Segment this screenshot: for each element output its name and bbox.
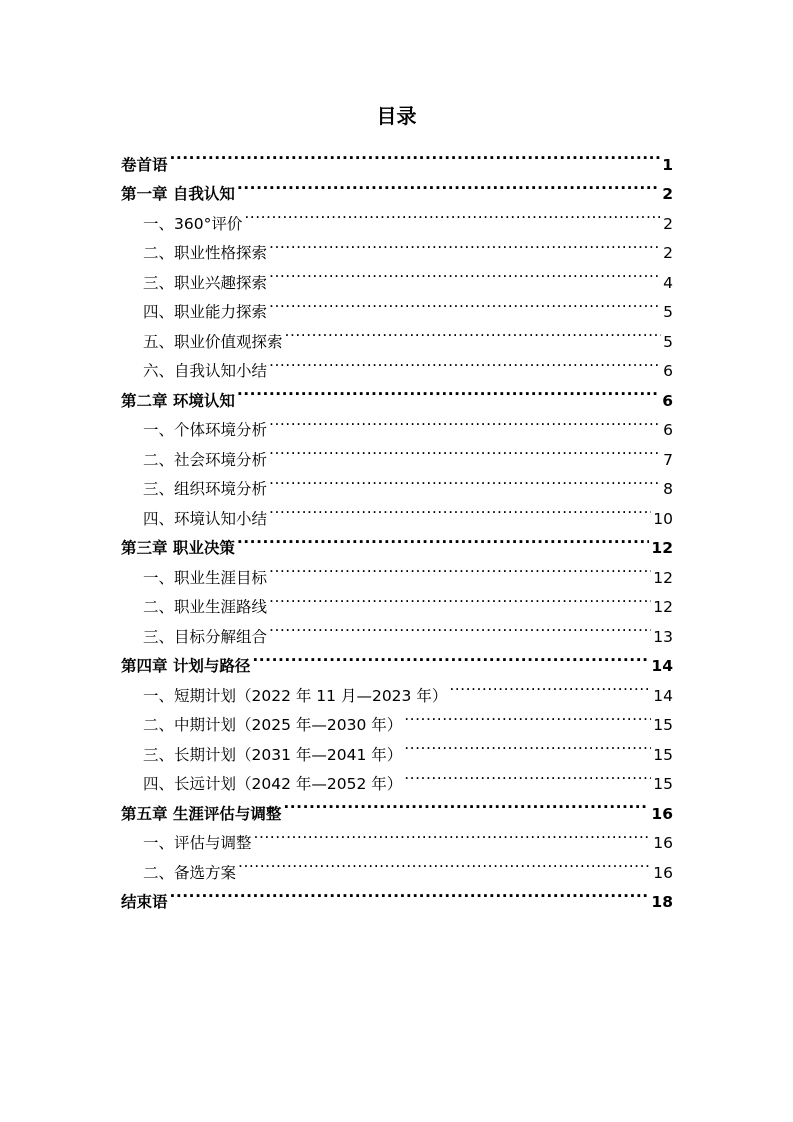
toc-entry-label: 第三章 职业决策: [121, 539, 235, 557]
toc-entry-label: 五、职业价值观探索: [143, 332, 283, 351]
dot-leader: [269, 229, 661, 259]
toc-page-number: 15: [653, 775, 673, 793]
toc-page-number: 6: [663, 362, 673, 380]
toc-entry-label: 四、长远计划（2042 年—2052 年）: [143, 775, 403, 793]
dot-leader: [269, 553, 651, 583]
dot-leader: [269, 435, 661, 465]
toc-page-number: 15: [653, 745, 673, 764]
toc-chapter-entry[interactable]: [121, 140, 673, 174]
dot-leader: [269, 583, 651, 613]
toc-entry-label: 二、职业性格探索: [143, 244, 268, 262]
toc-entry-label: 一、短期计划（2022 年 11 月—2023 年）: [143, 686, 448, 705]
dot-leader: [269, 347, 661, 377]
dot-leader: [237, 524, 650, 554]
toc-page-number: 6: [663, 421, 673, 439]
dot-leader: [237, 376, 660, 406]
toc-page-number: 14: [653, 686, 673, 705]
toc-entry-label: 一、个体环境分析: [143, 421, 268, 439]
dot-leader: [269, 406, 661, 436]
toc-page-number: 16: [653, 834, 673, 852]
toc-entry-label: 四、职业能力探索: [143, 303, 268, 321]
toc-entry-label: 一、职业生涯目标: [143, 568, 268, 587]
dot-leader: [285, 317, 662, 347]
dot-leader: [404, 701, 651, 731]
toc-entry-label: 三、长期计划（2031 年—2041 年）: [143, 745, 403, 764]
toc-page-number: 8: [663, 480, 673, 498]
toc-page-number: 5: [663, 303, 673, 321]
toc-chapter-entry[interactable]: [121, 878, 673, 911]
toc-entry-label: 二、中期计划（2025 年—2030 年）: [143, 716, 403, 734]
dot-leader: [449, 671, 651, 701]
dot-leader: [269, 465, 661, 495]
toc-page-number: 10: [653, 509, 673, 528]
dot-leader: [269, 258, 661, 288]
toc-entry-label: 一、360°评价: [143, 214, 243, 233]
toc-entry-label: 卷首语: [121, 155, 168, 174]
toc-page-number: 6: [662, 391, 673, 410]
dot-leader: [170, 878, 650, 908]
toc-entry-label: 二、备选方案: [143, 863, 237, 882]
dot-leader: [170, 140, 661, 170]
dot-leader: [237, 170, 660, 200]
toc-page-number: 2: [662, 185, 673, 203]
toc-entry-label: 第一章 自我认知: [121, 185, 235, 203]
toc-page-number: 14: [651, 657, 673, 675]
toc-page-number: 5: [663, 332, 673, 351]
toc-page-number: 2: [663, 244, 673, 262]
toc-entry-label: 第五章 生涯评估与调整: [121, 804, 282, 823]
toc-page-number: 16: [653, 863, 673, 882]
toc-entry-label: 三、目标分解组合: [143, 627, 268, 646]
toc-entry-label: 结束语: [121, 893, 168, 911]
toc-page-number: 13: [653, 627, 673, 646]
toc-page-number: 15: [653, 716, 673, 734]
toc-page-number: 2: [663, 214, 673, 233]
dot-leader: [238, 848, 651, 878]
dot-leader: [252, 642, 649, 672]
toc-page-number: 12: [651, 539, 673, 557]
dot-leader: [404, 730, 651, 760]
toc-entry-label: 二、社会环境分析: [143, 450, 268, 469]
toc-chapter-entry[interactable]: [121, 170, 673, 203]
toc-entry-label: 二、职业生涯路线: [143, 598, 268, 616]
toc-entry-label: 四、环境认知小结: [143, 509, 268, 528]
toc-entry-label: 第四章 计划与路径: [121, 657, 251, 675]
toc-page-number: 1: [662, 155, 673, 174]
page-title: 目录: [376, 104, 417, 128]
dot-leader: [244, 199, 661, 229]
dot-leader: [269, 612, 651, 642]
toc-entry-label: 三、职业兴趣探索: [143, 273, 268, 292]
toc-entry-label: 三、组织环境分析: [143, 480, 268, 498]
toc-page-number: 18: [651, 893, 673, 911]
toc-entry-label: 第二章 环境认知: [121, 391, 235, 410]
toc-entry-label: 六、自我认知小结: [143, 362, 268, 380]
dot-leader: [254, 819, 652, 849]
toc-page-number: 7: [663, 450, 673, 469]
dot-leader: [404, 760, 651, 790]
toc-entry-label: 一、评估与调整: [143, 834, 252, 852]
toc-page-number: 4: [663, 273, 673, 292]
toc-page-number: 12: [653, 598, 673, 616]
dot-leader: [269, 494, 651, 524]
toc-page-number: 16: [651, 804, 673, 823]
dot-leader: [283, 789, 649, 819]
toc-page-number: 12: [653, 568, 673, 587]
table-of-contents: [121, 140, 673, 911]
dot-leader: [269, 288, 661, 318]
